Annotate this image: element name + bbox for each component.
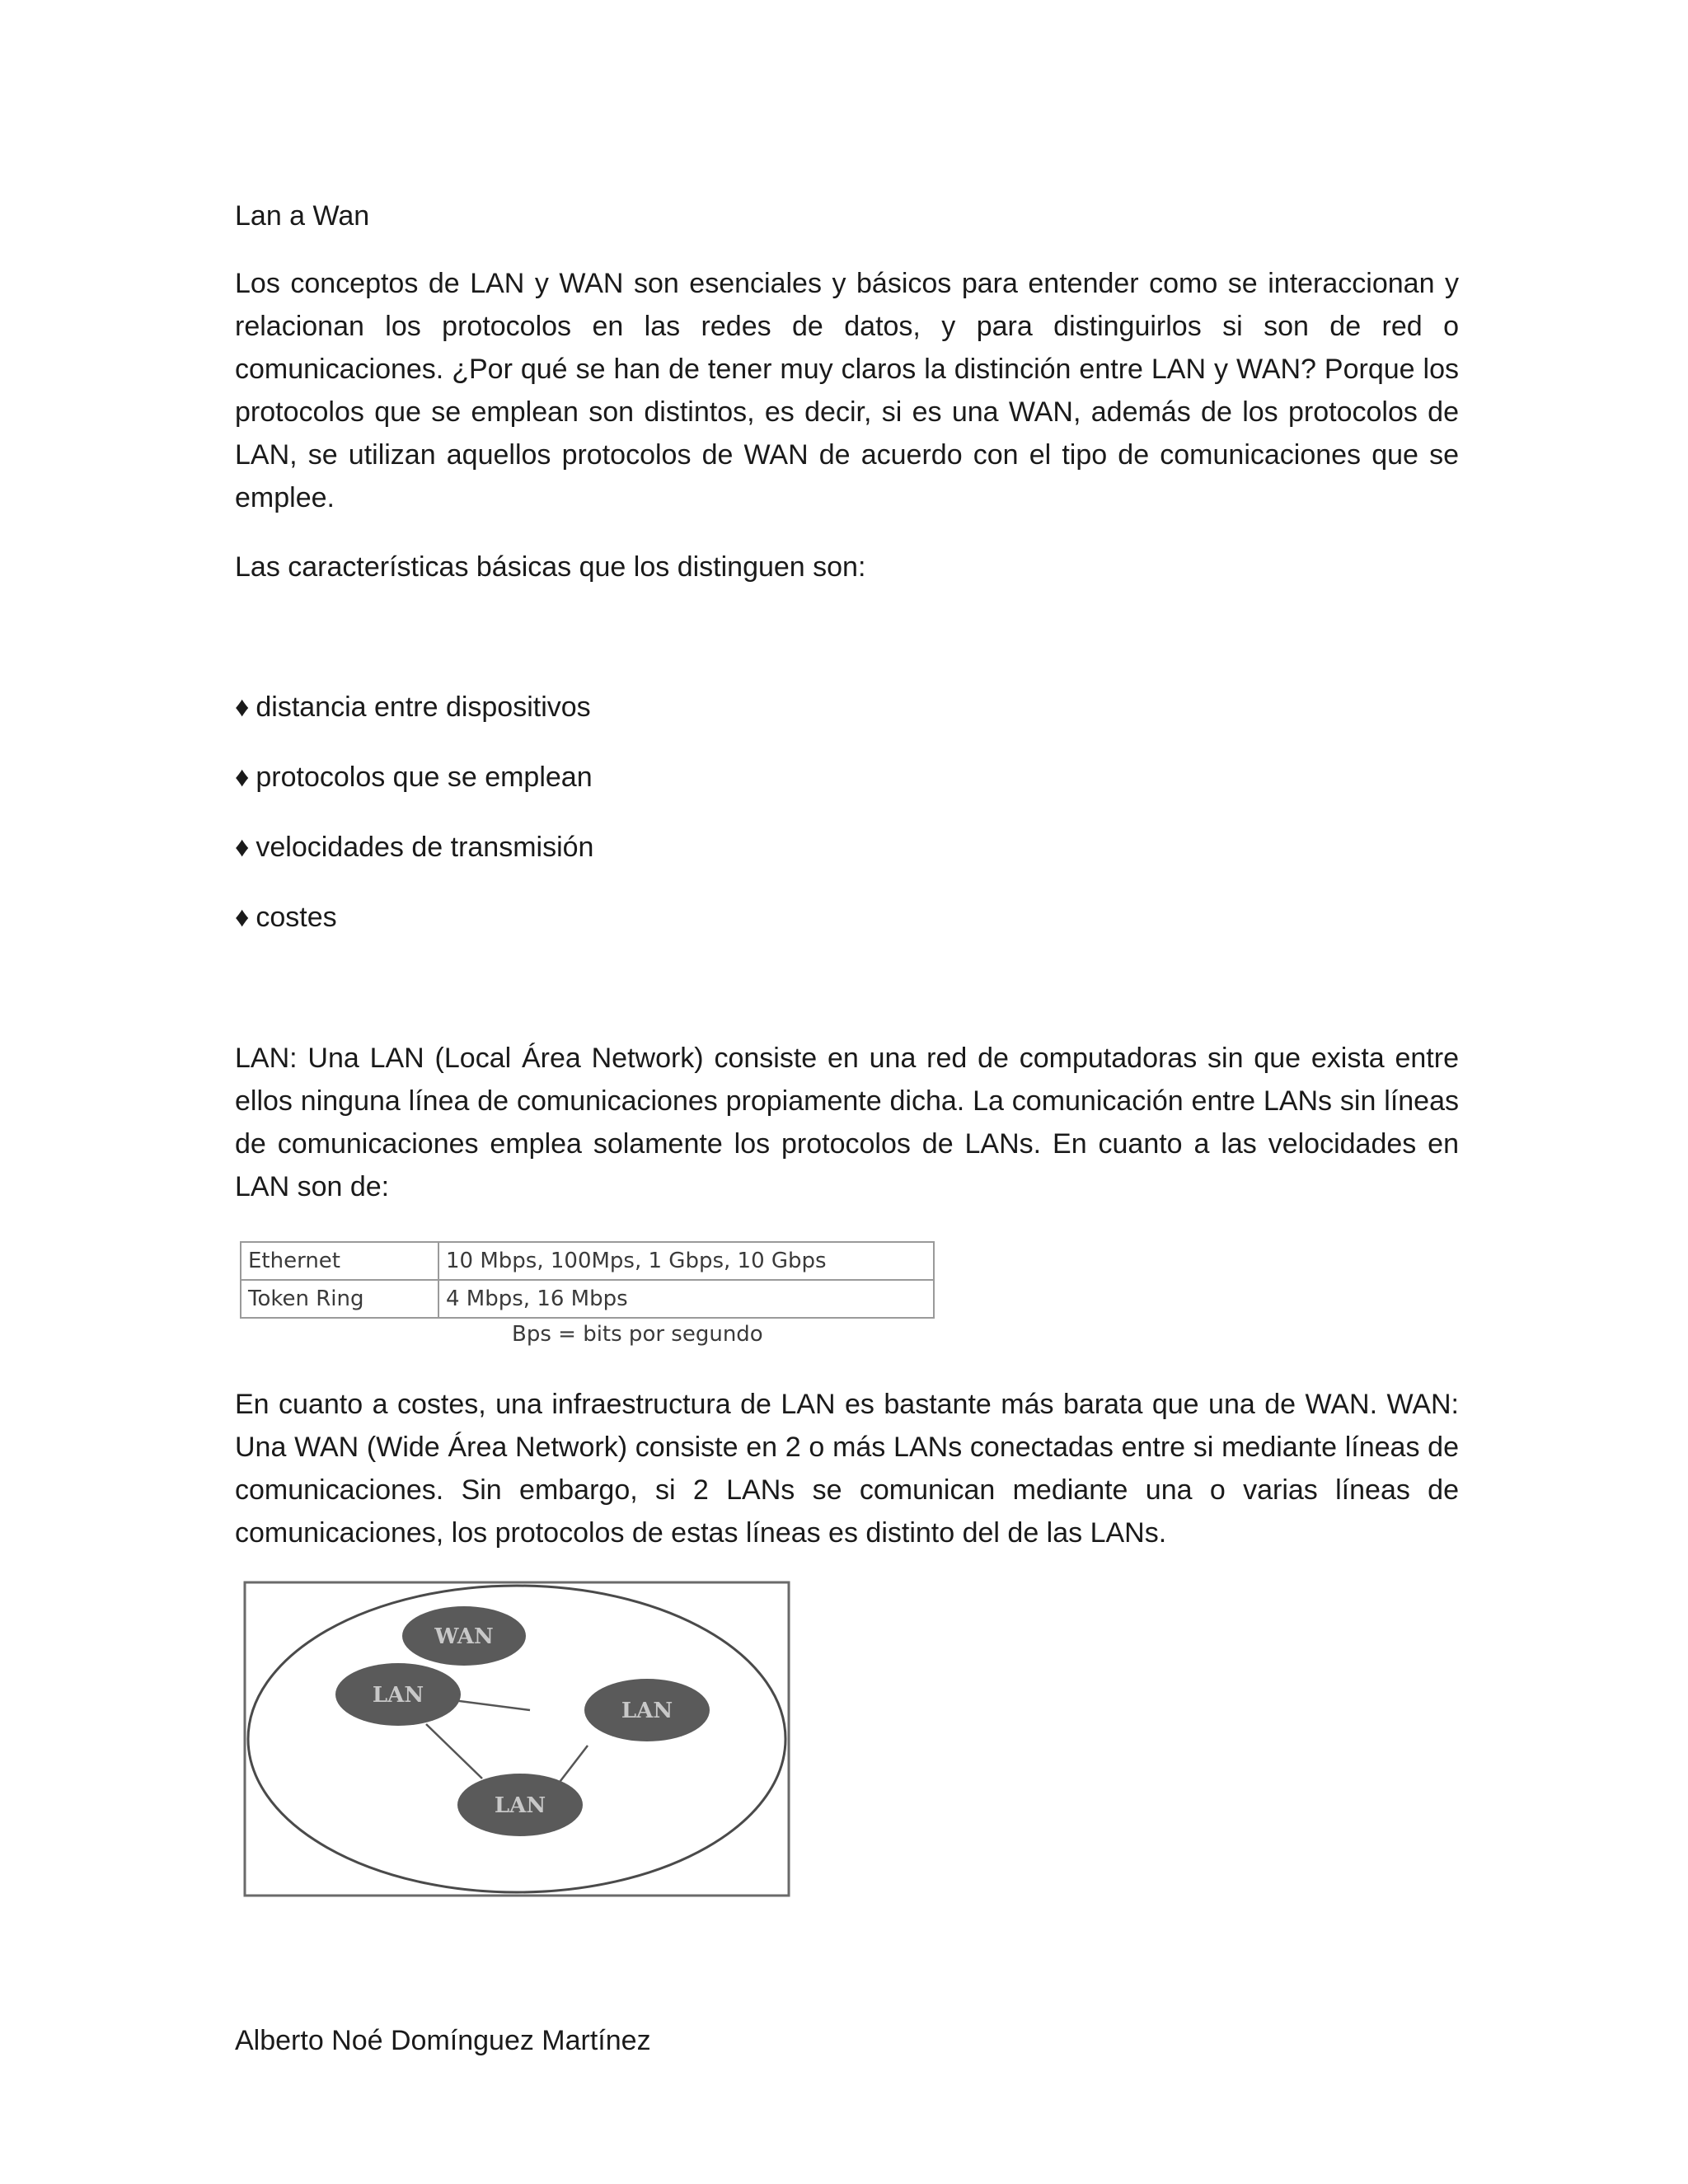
table-row — [241, 1280, 934, 1318]
lan-left-label: LAN — [372, 1683, 424, 1708]
diamond-bullet-icon: ♦ — [235, 762, 250, 793]
list-item: ♦ distancia entre dispositivos — [235, 686, 1459, 729]
speed-table-caption: Bps = bits por segundo — [512, 1322, 763, 1347]
list-item: ♦ velocidades de transmisión — [235, 826, 1459, 869]
table-row — [241, 1242, 934, 1280]
intro-paragraph: Los conceptos de LAN y WAN son esenciales y básicos para entender como se interaccionan y relacionan los protocolos en las redes de datos, y para distinguirlos si son de red o comunicaciones. ¿Por qué se han de tener muy claros la distinción entre LAN y WAN? Porque los protocolos que se emplean son distintos, es decir, si es una WAN, además de los protocolos de LAN, se utilizan aquellos protocolos de WAN de acuerdo con el tipo de comunicaciones que se emplee. — [235, 268, 1459, 513]
author-name: Alberto Noé Domínguez Martínez — [235, 2025, 651, 2056]
table-cell-speeds: 4 Mbps, 16 Mbps — [438, 1280, 934, 1318]
wan-node-label: WAN — [434, 1624, 494, 1649]
list-item: ♦ costes — [235, 896, 1459, 939]
document-page — [235, 194, 1459, 1897]
diamond-bullet-icon: ♦ — [235, 832, 250, 863]
characteristics-list — [235, 686, 1459, 939]
wan-diagram-svg — [243, 1581, 790, 1897]
lan-bottom-label: LAN — [494, 1793, 546, 1818]
lan-speed-table — [240, 1241, 935, 1319]
characteristics-intro: Las características básicas que los distinguen son: — [235, 551, 866, 583]
speed-table-figure — [240, 1241, 940, 1347]
diamond-bullet-icon: ♦ — [235, 902, 250, 933]
costs-wan-paragraph: En cuanto a costes, una infraestructura de LAN es bastante más barata que una de WAN. WAN: Una WAN (Wide Área Network) consiste en 2 o más LANs conectadas entre si mediante líneas de comunicaciones. Sin embargo, si 2 LANs se comunican mediante una o varias líneas de comunicaciones, los protocolos de estas líneas es distinto del de las LANs. — [235, 1389, 1459, 1549]
table-cell-speeds: 10 Mbps, 100Mps, 1 Gbps, 10 Gbps — [438, 1242, 934, 1280]
table-cell-name: Ethernet — [241, 1242, 438, 1280]
lan-paragraph: LAN: Una LAN (Local Área Network) consiste en una red de computadoras sin que exista entre ellos ninguna línea de comunicaciones propiamente dicha. La comunicación entre LANs sin líneas de comunicaciones emplea solamente los protocolos de LANs. En cuanto a las velocidades en LAN son de: — [235, 1043, 1459, 1202]
diamond-bullet-icon: ♦ — [235, 691, 250, 723]
wan-diagram — [243, 1581, 790, 1897]
lan-right-label: LAN — [621, 1699, 673, 1723]
table-cell-name: Token Ring — [241, 1280, 438, 1318]
document-title: Lan a Wan — [235, 200, 370, 232]
list-item: ♦ protocolos que se emplean — [235, 756, 1459, 799]
